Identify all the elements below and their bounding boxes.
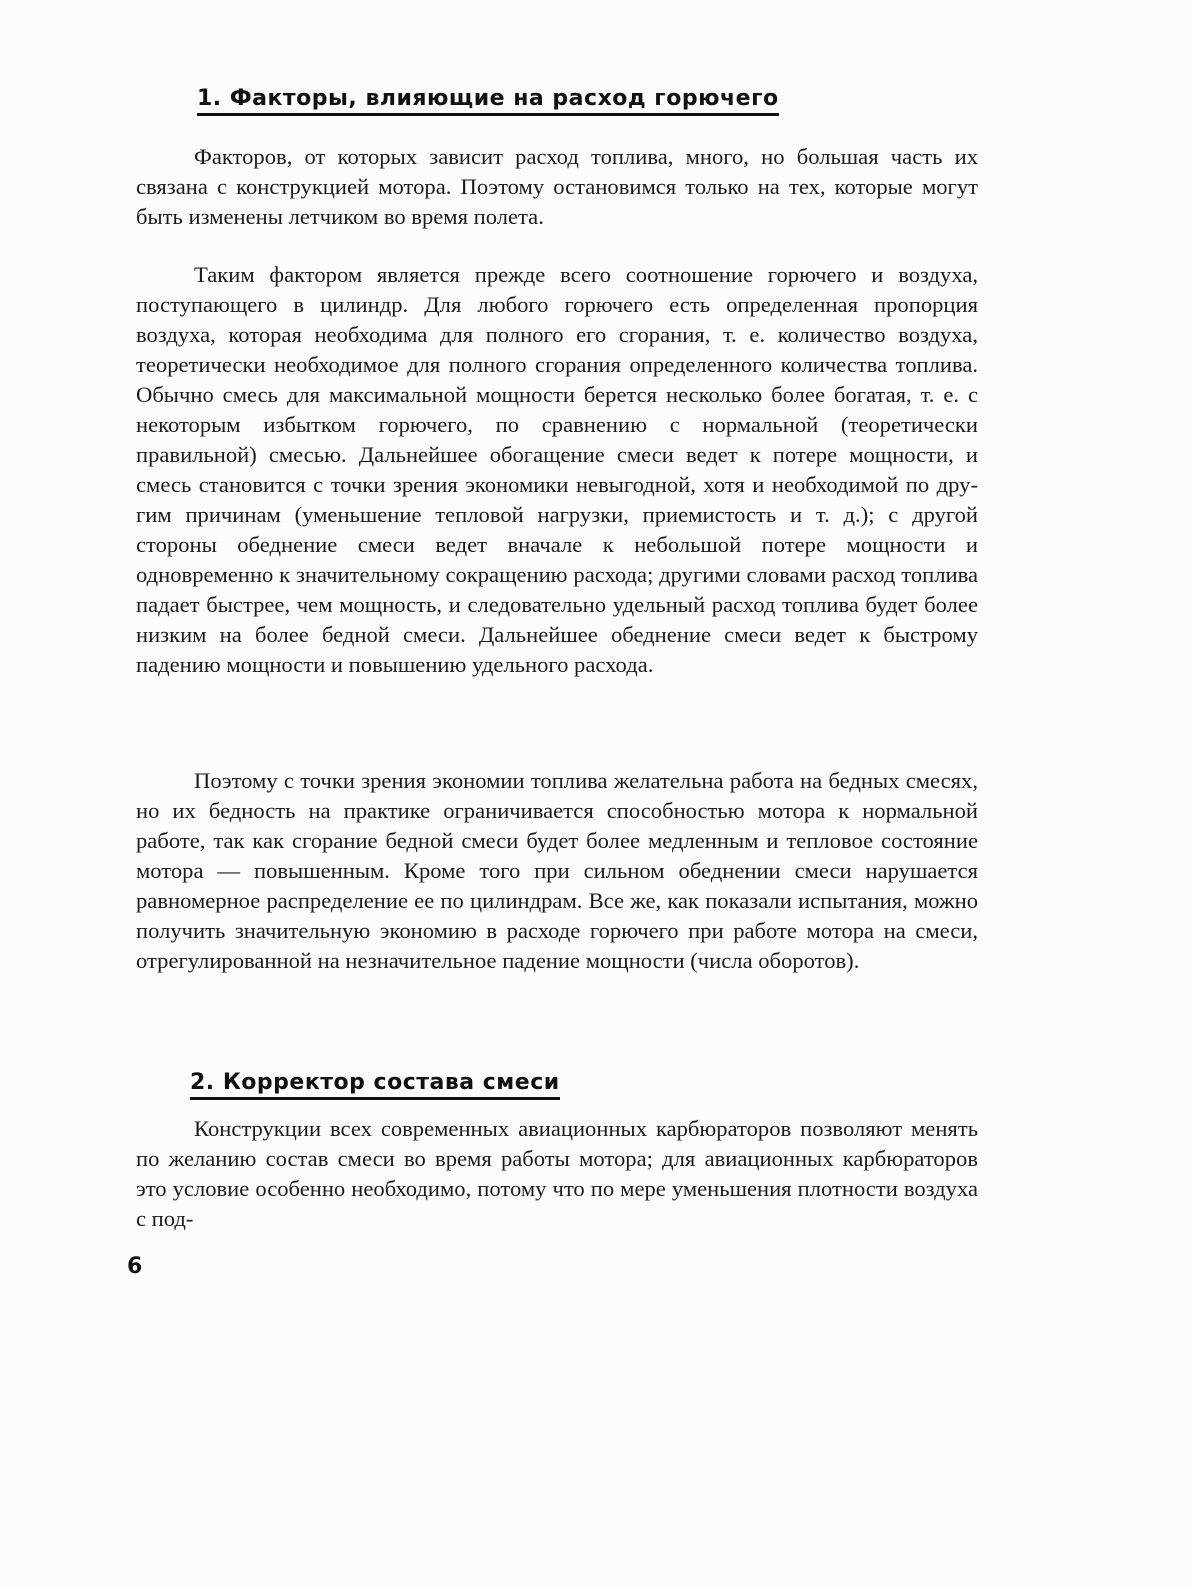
section-1-paragraph-2: Таким фактором является прежде всего соотношение горючего и воздуха, поступающего в цилиндр. Для любого горючего есть определенная пропорция воздуха, которая необходима для полного его сгорания, т. е. количество воздуха, теоретически необходимое для полного сгорания определенного количества топлива. Обычно смесь для максимальной мощности берется несколько более богатая, т. е. с некоторым избытком горючего, по сравнению с нормальной (теоретически правильной) смесью. Дальнейшее обогащение смеси ведет к потере мощности, и смесь становится с точки зрения экономики невыгодной, хотя и необходимой по другим причинам (уменьшение тепловой нагрузки, приемистость и т. д.); с другой стороны обеднение смеси ведет вначале к небольшой потере мощности и одновременно к значительному сокращению расхода; другими словами расход топлива падает быстрее, чем мощность, и следовательно удельный расход топлива будет более низким на более бедной смеси. Дальнейшее обеднение смеси ведет к быстрому падению мощности и повышению удельного расхода. <box>136 262 978 677</box>
page-number: 6 <box>127 1254 143 1279</box>
section-1-paragraph-3: Поэтому с точки зрения экономии топлива желательна работа на бедных смесях, но их бедность на практике ограничивается способностью мотора к нормальной работе, так как сгорание бедной смеси будет более медленным и тепловое состояние мотора — повышенным. Кроме того при сильном обеднении смеси нарушается равномерное распределение ее по цилиндрам. Все же, как показали испытания, можно получить значительную экономию в расходе горючего при работе мотора на смеси, отрегулированной на незначительное падение мощности (числа оборотов). <box>136 768 978 973</box>
section-2-heading: 2. Корректор состава смеси <box>190 1070 560 1100</box>
section-1-paragraph-1: Факторов, от которых зависит расход топлива, много, но большая часть их связана с конструкцией мотора. Поэтому остановимся только на тех, которые могут быть изменены летчиком во время полета. <box>136 144 978 229</box>
section-2-paragraph-1: Конструкции всех современных авиационных карбюраторов позволяют менять по желанию состав смеси во время работы мотора; для авиационных карбюраторов это условие особенно необходимо, потому что по мере уменьшения плотности воздуха с под- <box>136 1116 978 1231</box>
section-1-heading: 1. Факторы, влияющие на расход горючего <box>197 86 779 116</box>
